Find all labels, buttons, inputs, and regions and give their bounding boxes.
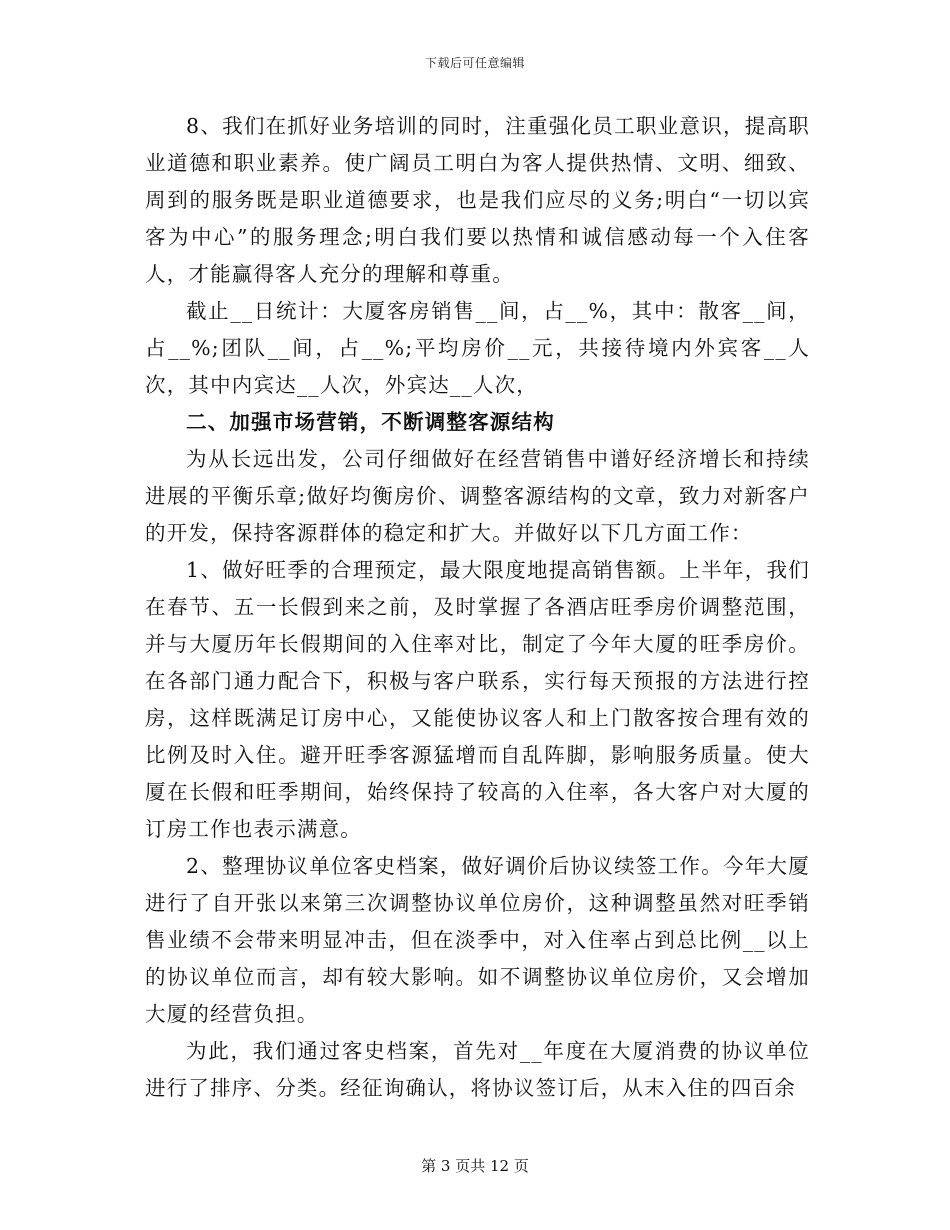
paragraph-statistics: 截止__日统计：大厦客房销售__间，占__%，其中：散客__间，占__%;团队__间，占__%;平均房价__元，共接待境内外宾客__人次，其中内宾达__人次，外宾达__人次， xyxy=(145,299,810,397)
paragraph-item-8: 8、我们在抓好业务培训的同时，注重强化员工职业意识，提高职业道德和职业素养。使广阔员工明白为客人提供热情、文明、细致、周到的服务既是职业道德要求，也是我们应尽的义务;明白“一切以宾客为中心”的服务理念;明白我们要以热情和诚信感动每一个入住客人，才能赢得客人充分的理解和尊重。 xyxy=(145,114,810,286)
paragraph-continuation: 为此，我们通过客史档案，首先对__年度在大厦消费的协议单位进行了排序、分类。经征询确认，将协议签订后，从末入住的四百余 xyxy=(145,1039,810,1100)
paragraph-intro: 为从长远出发，公司仔细做好在经营销售中谱好经济增长和持续进展的平衡乐章;做好均衡房价、调整客源结构的文章，致力对新客户的开发，保持客源群体的稳定和扩大。并做好以下几方面工作： xyxy=(145,447,810,545)
section-heading-2: 二、加强市场营销，不断调整客源结构 xyxy=(186,410,555,434)
paragraph-point-1: 1、做好旺季的合理预定，最大限度地提高销售额。上半年，我们在春节、五一长假到来之前，及时掌握了各酒店旺季房价调整范围，并与大厦历年长假期间的入住率对比，制定了今年大厦的旺季房价。在各部门通力配合下，积极与客户联系，实行每天预报的方法进行控房，这样既满足订房中心，又能使协议客人和上门散客按合理有效的比例及时入住。避开旺季客源猛增而自乱阵脚，影响服务质量。使大厦在长假和旺季期间，始终保持了较高的入住率，各大客户对大厦的订房工作也表示满意。 xyxy=(145,558,810,841)
page-footer: 第 3 页共 12 页 xyxy=(421,1157,529,1175)
page-header: 下载后可任意编辑 xyxy=(424,56,525,70)
document-body xyxy=(145,108,810,1107)
paragraph-point-2: 2、整理协议单位客史档案，做好调价后协议续签工作。今年大厦进行了自开张以来第三次调整协议单位房价，这种调整虽然对旺季销售业绩不会带来明显冲击，但在淡季中，对入住率占到总比例__以上的协议单位而言，却有较大影响。如不调整协议单位房价，又会增加大厦的经营负担。 xyxy=(145,854,810,1026)
